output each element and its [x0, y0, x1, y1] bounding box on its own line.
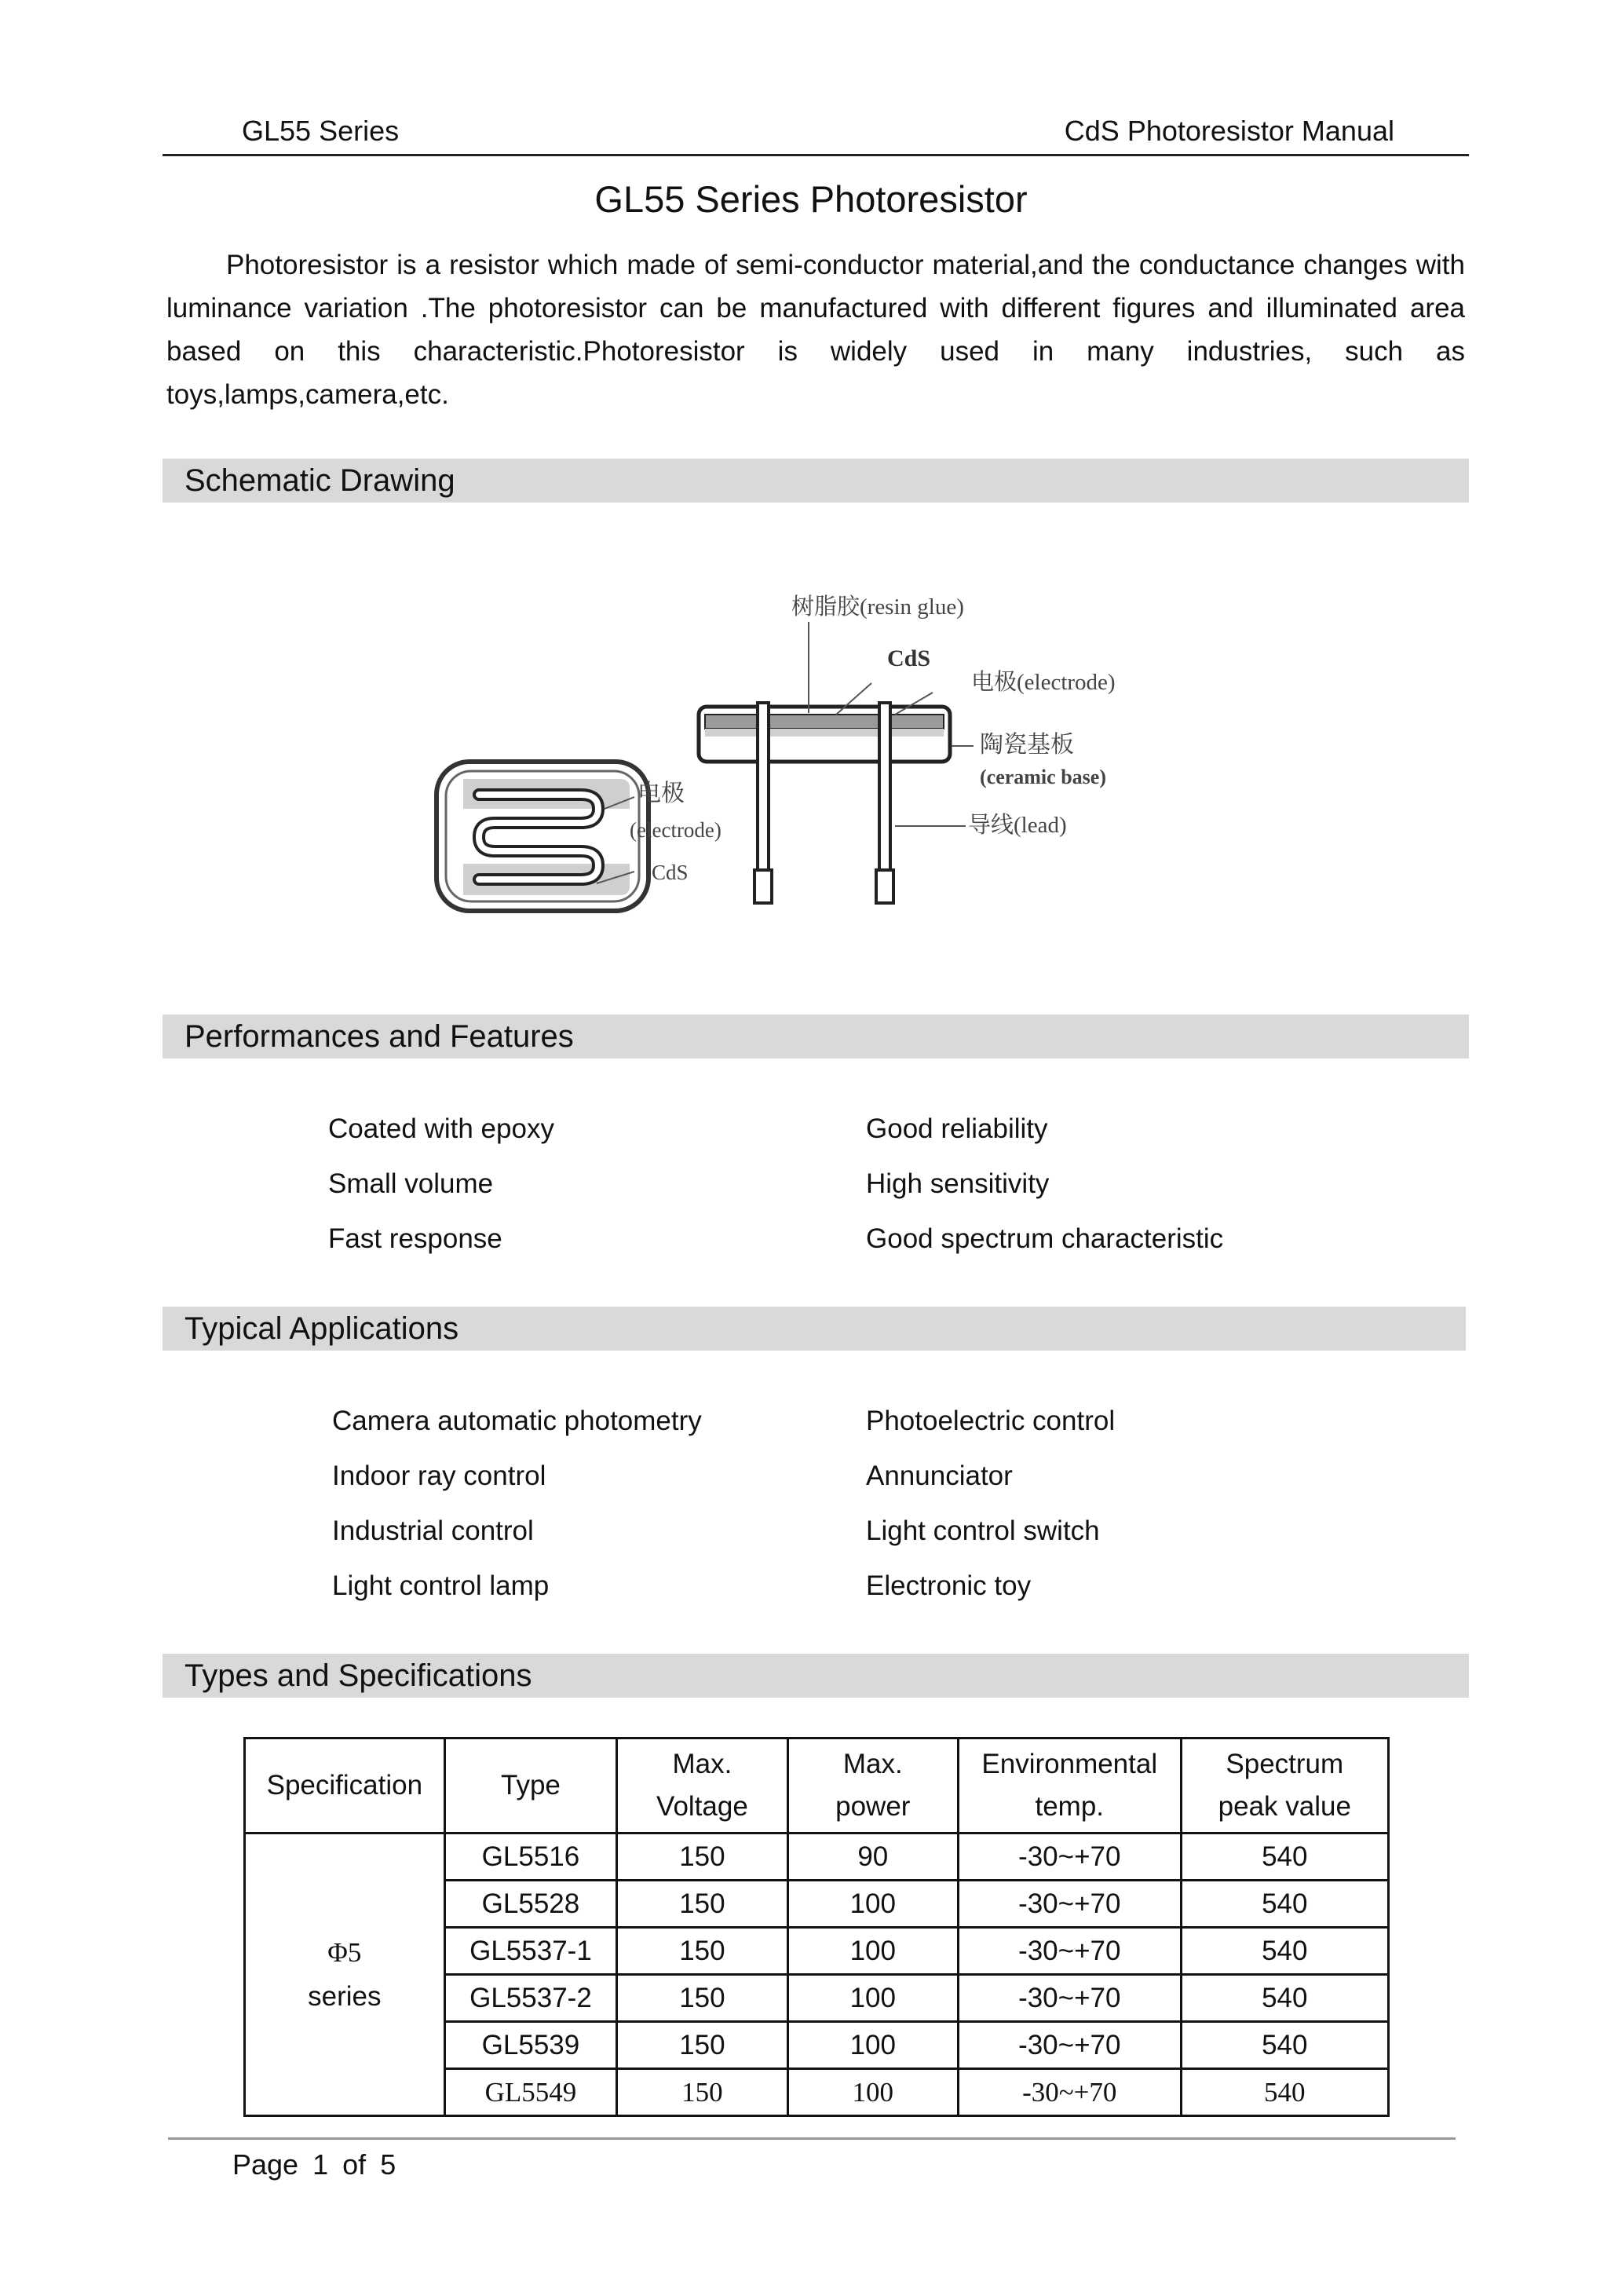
section-applications-header [163, 1307, 1466, 1351]
table-row [245, 1834, 1389, 1881]
cell-type: GL5539 [444, 2022, 617, 2069]
feature-item: Good spectrum characteristic [866, 1223, 1224, 1254]
cell-voltage: 150 [617, 1928, 787, 1975]
top-view-cell [437, 762, 648, 911]
cell-peak: 540 [1181, 1834, 1388, 1881]
label-electrode-top: 电极(electrode) [971, 670, 1116, 695]
label-cds-top: CdS [887, 645, 931, 671]
header-left: GL55 Series [242, 115, 400, 147]
cell-type: GL5549 [444, 2069, 617, 2116]
application-item: Camera automatic photometry [332, 1406, 702, 1436]
footer-rule [168, 2137, 1456, 2140]
feature-item: Small volume [328, 1168, 494, 1199]
label-cds-left: CdS [652, 861, 689, 884]
feature-item: High sensitivity [866, 1168, 1050, 1199]
header-rule [163, 154, 1469, 156]
section-features-header [163, 1015, 1469, 1058]
cell-peak: 540 [1181, 2069, 1388, 2116]
cell-power: 100 [787, 1928, 958, 1975]
section-applications-title: Typical Applications [184, 1311, 459, 1346]
cell-power: 100 [787, 1975, 958, 2022]
cell-voltage: 150 [617, 1881, 787, 1928]
feature-item: Fast response [328, 1223, 502, 1254]
cell-type: GL5516 [444, 1834, 617, 1881]
section-schematic-title: Schematic Drawing [184, 463, 455, 498]
cell-peak: 540 [1181, 2022, 1388, 2069]
cell-temp: -30~+70 [958, 2069, 1181, 2116]
header-max-power: Max. power [787, 1738, 958, 1834]
label-resin: 树脂胶(resin glue) [791, 594, 964, 620]
label-ceramic-en: (ceramic base) [980, 766, 1106, 788]
section-schematic-header [163, 459, 1469, 503]
cell-power: 100 [787, 2069, 958, 2116]
header-type: Type [444, 1738, 617, 1834]
header-max-voltage: Max. Voltage [617, 1738, 787, 1834]
label-electrode-left-en: (electrode) [630, 818, 721, 842]
application-item: Light control switch [866, 1515, 1100, 1546]
page-number [232, 2148, 396, 2181]
page-title: GL55 Series Photoresistor [594, 178, 1028, 220]
cell-voltage: 150 [617, 1975, 787, 2022]
application-item: Electronic toy [866, 1570, 1032, 1601]
page-current: 1 [312, 2148, 329, 2181]
side-view-cell [699, 703, 950, 903]
section-features-title: Performances and Features [184, 1019, 574, 1054]
cell-power: 100 [787, 2022, 958, 2069]
cell-type: GL5537-1 [444, 1928, 617, 1975]
cell-temp: -30~+70 [958, 1881, 1181, 1928]
series-cell [245, 1834, 445, 2116]
cell-type: GL5528 [444, 1881, 617, 1928]
application-item: Indoor ray control [332, 1461, 546, 1491]
header-spectrum-peak: Spectrum peak value [1181, 1738, 1388, 1834]
label-electrode-left-cn: 电极 [637, 781, 685, 806]
header-right: CdS Photoresistor Manual [1064, 115, 1394, 147]
feature-item: Good reliability [866, 1113, 1048, 1144]
intro-paragraph: Photoresistor is a resistor which made of semi-conductor material,and the conductance changes with luminance variation .The photoresistor can be manufactured with different figures and illuminated area based on this characteristic.Photoresistor is widely used in many industries, such as toys,lamps,camera,etc. [166, 250, 1465, 410]
section-specs-title: Types and Specifications [184, 1658, 532, 1693]
page-of-word: of [342, 2148, 367, 2181]
cell-voltage: 150 [617, 1834, 787, 1881]
cell-power: 90 [787, 1834, 958, 1881]
header-specification: Specification [245, 1738, 445, 1834]
cell-voltage: 150 [617, 2069, 787, 2116]
schematic-diagram [424, 573, 1225, 934]
feature-item: Coated with epoxy [328, 1113, 554, 1144]
cell-temp: -30~+70 [958, 1834, 1181, 1881]
header-environmental-temp: Environmental temp. [958, 1738, 1181, 1834]
cell-temp: -30~+70 [958, 1975, 1181, 2022]
cell-type: GL5537-2 [444, 1975, 617, 2022]
application-item: Annunciator [866, 1461, 1013, 1491]
cell-temp: -30~+70 [958, 1928, 1181, 1975]
application-item: Light control lamp [332, 1570, 550, 1601]
cell-peak: 540 [1181, 1881, 1388, 1928]
cell-voltage: 150 [617, 2022, 787, 2069]
label-ceramic-cn: 陶瓷基板 [980, 732, 1074, 758]
series-symbol: Φ5 [327, 1936, 362, 1968]
cell-temp: -30~+70 [958, 2022, 1181, 2069]
cell-power: 100 [787, 1881, 958, 1928]
cell-peak: 540 [1181, 1928, 1388, 1975]
series-label: series [308, 1980, 382, 2012]
application-item: Photoelectric control [866, 1406, 1116, 1436]
spec-table-header-row [245, 1738, 1389, 1834]
page-word: Page [232, 2148, 299, 2181]
cell-peak: 540 [1181, 1975, 1388, 2022]
application-item: Industrial control [332, 1515, 534, 1546]
label-lead: 导线(lead) [968, 813, 1067, 838]
section-specs-header [163, 1654, 1469, 1698]
spec-table [243, 1737, 1390, 2117]
page-total: 5 [380, 2148, 396, 2181]
